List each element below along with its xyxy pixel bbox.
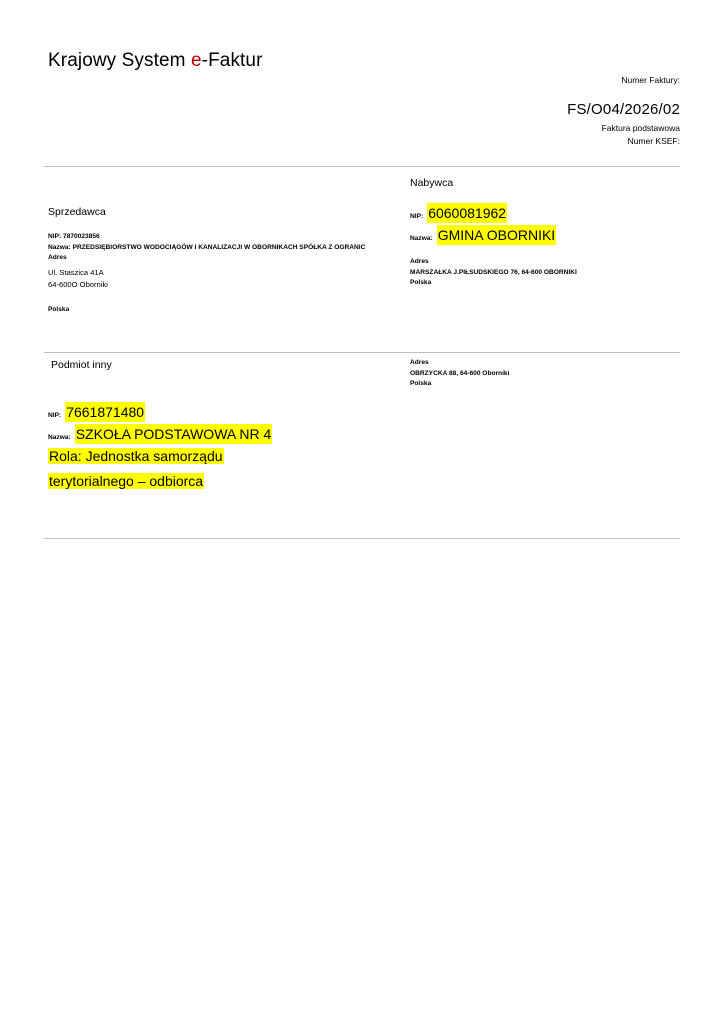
buyer-section xyxy=(410,176,680,289)
seller-nip-value: 7870023856 xyxy=(63,233,100,240)
buyer-name-label: Nazwa: xyxy=(410,235,433,242)
seller-name-label: Nazwa: xyxy=(48,243,71,251)
other-entity-name-row xyxy=(48,424,408,444)
other-entity-name-value: SZKOŁA PODSTAWOWA NR 4 xyxy=(75,426,272,442)
other-entity-nip-label: NIP: xyxy=(48,412,62,419)
other-entity-heading: Podmiot inny xyxy=(51,359,112,371)
other-entity-role-line1: Rola: Jednostka samorządu xyxy=(49,448,223,464)
seller-address-label: Adres xyxy=(48,254,67,261)
seller-nip-label: NIP: xyxy=(48,233,62,240)
other-entity-address-label: Adres xyxy=(410,359,429,366)
page-title xyxy=(48,50,263,72)
invoice-number-value: FS/O04/2026/02 xyxy=(567,101,680,118)
buyer-name-row xyxy=(410,225,680,245)
other-entity-country: Polska xyxy=(410,380,432,387)
seller-heading: Sprzedawca xyxy=(48,206,106,218)
seller-name-row xyxy=(48,243,408,254)
buyer-nip-value: 6060081962 xyxy=(428,205,507,221)
buyer-nip-label: NIP: xyxy=(410,213,424,220)
ksef-number-label: Numer KSEF: xyxy=(627,136,680,146)
page-title-accent: e xyxy=(190,50,202,71)
buyer-name-value: GMINA OBORNIKI xyxy=(437,227,556,243)
buyer-address-label: Adres xyxy=(410,258,429,265)
divider-middle xyxy=(44,352,680,353)
buyer-address-line1: MARSZAŁKA J.PIŁSUDSKIEGO 76, 64-600 OBORNIKI xyxy=(410,268,577,276)
other-entity-address-section xyxy=(410,358,680,390)
divider-bottom xyxy=(44,538,680,539)
other-entity-nip-row xyxy=(48,402,408,422)
seller-name-value: PRZEDSIĘBIORSTWO WODOCIĄGÓW I KANALIZACJI W OBORNIKACH SPÓŁKA Z OGRANIC xyxy=(72,243,366,251)
other-entity-section xyxy=(48,358,408,491)
buyer-country: Polska xyxy=(410,279,432,286)
seller-section xyxy=(48,205,408,315)
other-entity-name-label: Nazwa: xyxy=(48,434,71,441)
divider-top xyxy=(44,166,680,167)
buyer-nip-row xyxy=(410,203,680,223)
buyer-heading: Nabywca xyxy=(410,177,454,189)
other-entity-address-line1: OBRZYCKA 88, 64-600 Oborniki xyxy=(410,369,510,377)
invoice-header-meta xyxy=(380,74,680,148)
invoice-number-label: Numer Faktury: xyxy=(621,75,680,85)
seller-country: Polska xyxy=(48,305,70,313)
seller-address-line1: Ul. Staszica 41A xyxy=(48,267,104,277)
page-title-main: Krajowy System xyxy=(48,50,191,71)
page-title-tail: -Faktur xyxy=(201,50,263,71)
other-entity-nip-value: 7661871480 xyxy=(66,404,145,420)
other-entity-role-line2: terytorialnego – odbiorca xyxy=(49,473,204,489)
seller-nip-row xyxy=(48,232,408,243)
seller-address-line2: 64-600O Oborniki xyxy=(48,280,108,289)
invoice-type: Faktura podstawowa xyxy=(601,123,680,133)
